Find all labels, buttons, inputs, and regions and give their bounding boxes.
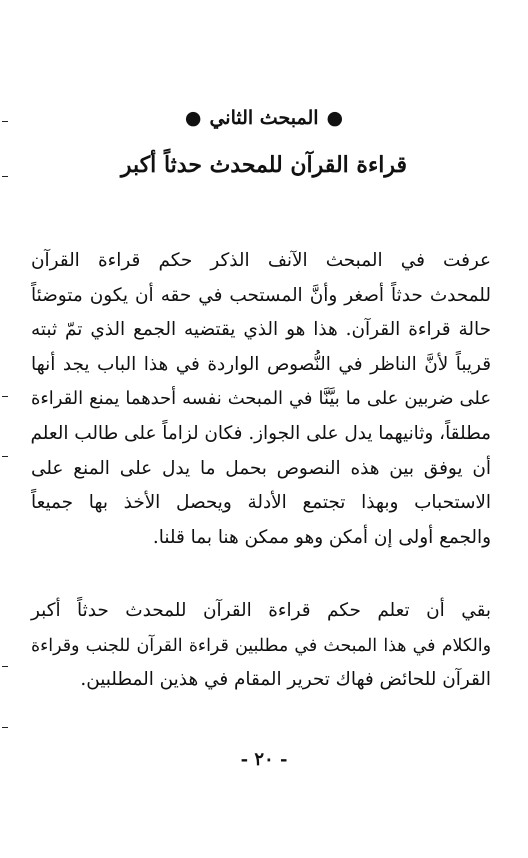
text-line: والجمع أولى إن أمكن وهو ممكن هنا بما قلنا. [152, 526, 491, 548]
text-line: عرفت في المبحث الآنف الذكر حكم قراءة القرآن [31, 250, 491, 271]
text-line: أن يوفق بين هذه النصوص بحمل ما يدل على المنع على [31, 457, 491, 479]
text-line: الاستحباب وبهذا تجتمع الأدلة ويحصل الأخذ بها جميعاً [31, 492, 491, 514]
text-line: للمحدث حدثاً أصغر وأنَّ المستحب في حقه أن يكون متوضئاً [31, 284, 491, 306]
paragraph-2 [31, 594, 491, 698]
margin-mark [2, 456, 8, 457]
paragraph-1 [31, 244, 491, 555]
text-line: مطلقاً، وثانيهما يدل على الجواز. فكان لزاماً على طالب العلم [30, 422, 491, 444]
text-line: والكلام في هذا المبحث في مطلبين قراءة القرآن للجنب وقراءة [31, 635, 491, 656]
section-title: قراءة القرآن للمحدث حدثاً أكبر [120, 152, 408, 178]
margin-mark [2, 396, 8, 397]
text-line: على ضربين على ما بيَّنَّا في المبحث نفسه أحدهما يمنع القراءة [31, 388, 491, 410]
text-line: قريباً لأنَّ الناظر في النُّصوص الواردة في هذا الباب يجد أنها [31, 353, 491, 375]
text-line: القرآن للحائض فهاك تحرير المقام في هذين المطلبين. [80, 669, 491, 691]
text-line: حالة قراءة القرآن. هذا هو الذي يقتضيه الجمع الذي تمّ ثبته [31, 319, 491, 341]
text-line: بقي أن تعلم حكم قراءة القرآن للمحدث حدثاً أكبر [31, 600, 491, 621]
margin-mark [2, 666, 8, 667]
bullet-icon: ● [184, 107, 202, 129]
margin-mark [2, 727, 8, 728]
section-label [0, 104, 528, 132]
section-label-text: المبحث الثاني [209, 107, 319, 129]
page-number: - ٢٠ - [240, 749, 288, 770]
bullet-icon: ● [326, 107, 344, 129]
